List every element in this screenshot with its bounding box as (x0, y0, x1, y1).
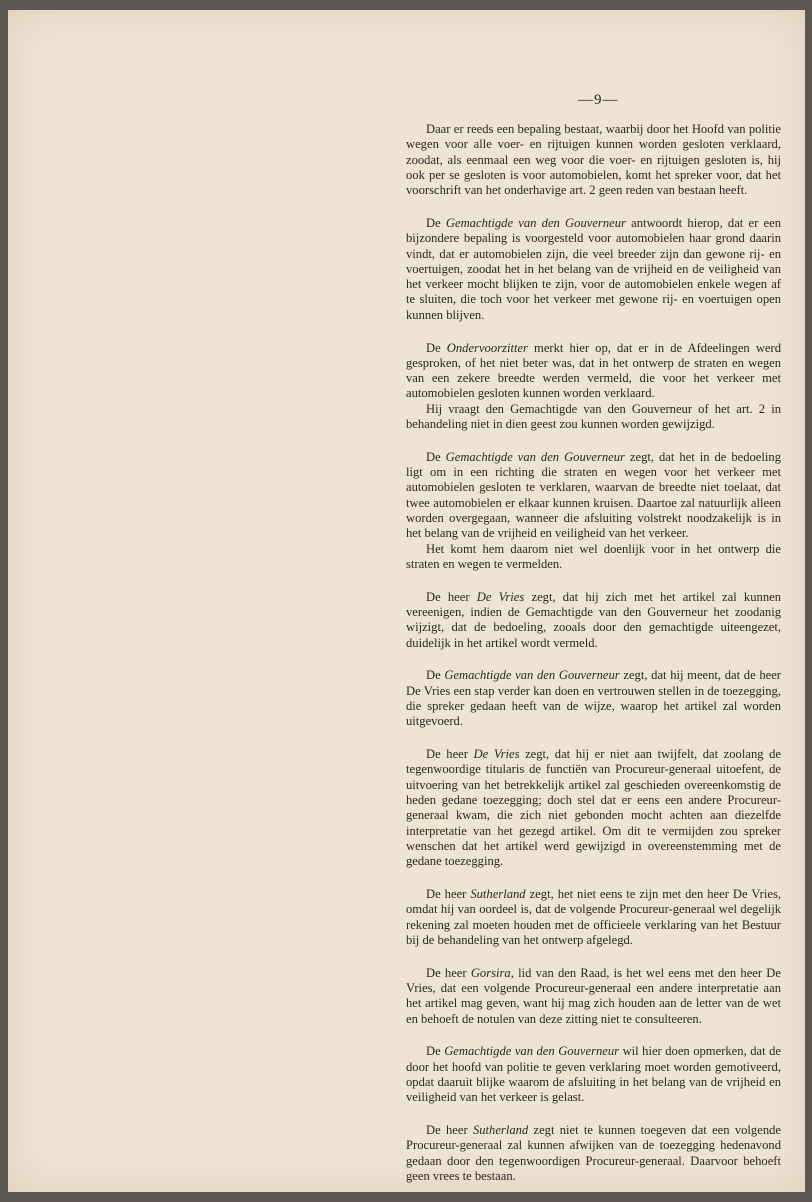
paragraph-3: De Ondervoorzitter merkt hier op, dat er in de Afdeelingen werd gesproken, of het niet beter was, dat in het ontwerp de straten en wegen van een zekere breedte werden vermeld, die voor het verkeer met automobielen gesloten kunnen worden verklaard. (406, 340, 781, 401)
paragraph-2: De Gemachtigde van den Gouverneur antwoordt hierop, dat er een bijzondere bepaling is voorgesteld voor automobielen haar grond daarin vindt, dat er automobielen zijn, die veel breeder zijn dan gewone rij- en voertuigen, zoodat het in het belang van de vrijheid en de veiligheid van het verkeer mocht blijken te zijn, voor de automobielen enkele wegen af te sluiten, die toch voor het verkeer met gewone rij- en voertuigen open kunnen blijven. (406, 215, 781, 322)
minutes-text-column (406, 122, 781, 1202)
speaker-name: De Vries (473, 747, 520, 762)
paragraph-7: De heer De Vries zegt, dat hij zich met het artikel zal kunnen vereenigen, indien de Gemachtigde van den Gouverneur het zoodanig wijzigt, dat de bedoeling, zooals door den gemachtigde uiteengezet, duidelijk in het artikel wordt vermeld. (406, 589, 781, 650)
speaker-name: Gemachtigde van den Gouverneur (445, 215, 626, 230)
paragraph-1: Daar er reeds een bepaling bestaat, waarbij door het Hoofd van politie wegen voor alle voer- en rijtuigen kunnen worden gesloten verklaard, zoodat, als eenmaal een weg voor die voer- en rijtuigen gesloten is, hij ook per se gesloten is voor automobielen, komt het spreker voor, dat het voorschrift van het onderhavige art. 2 geen reden van bestaan heeft. (406, 122, 781, 198)
paragraph-5: De Gemachtigde van den Gouverneur zegt, dat het in de bedoeling ligt om in een richting die straten en wegen voor het verkeer met automobielen gesloten te verklaren, waarvan de breedte niet toelaat, dat twee automobielen er elkaar kunnen kruisen. Daartoe zal natuurlijk alleen worden overgegaan, wanneer die afsluiting volstrekt noodzakelijk is in het belang van de vrijheid en veiligheid van het verkeer. (406, 449, 781, 541)
speaker-name: De Vries (476, 589, 525, 604)
document-page (8, 10, 805, 1192)
speaker-name: Gemachtigde van den Gouverneur (444, 1044, 620, 1059)
paragraph-8: De Gemachtigde van den Gouverneur zegt, dat hij meent, dat de heer De Vries een stap verder kan doen en vertrouwen stellen in de toezegging, die spreker gedaan heeft van de wijze, waarop het artikel zal worden uitgevoerd. (406, 668, 782, 729)
paragraph-13: De heer Sutherland zegt niet te kunnen toegeven dat een volgende Procureur-generaal zal kunnen afwijken van de toezegging hedenavond gedaan door den tegenwoordigen Procureur-generaal. Daarvoor behoeft geen vrees te bestaan. (406, 1123, 781, 1183)
paragraph-4: Hij vraagt den Gemachtigde van den Gouverneur of het art. 2 in behandeling niet in dien geest zou kunnen worden gewijzigd. (406, 401, 781, 432)
paragraph-6: Het komt hem daarom niet wel doenlijk voor in het ontwerp die straten en wegen te vermelden. (406, 541, 781, 571)
speaker-name: Ondervoorzitter (446, 340, 528, 355)
paragraph-12: De Gemachtigde van den Gouverneur wil hier doen opmerken, dat de door het hoofd van politie te geven verklaring moet worden gemotiveerd, opdat daaruit blijke waarom de afsluiting in het belang van de vrijheid en veiligheid van het verkeer is gelast. (406, 1044, 781, 1105)
speaker-name: Gorsira, (470, 965, 514, 980)
speaker-name: Sutherland (472, 1123, 529, 1138)
paragraph-11: De heer Gorsira, lid van den Raad, is het wel eens met den heer De Vries, dat een volgende Procureur-generaal een andere interpretatie aan het artikel mag geven, want hij mag zich houden aan de letter van de wet en behoeft de notulen van deze zitting niet te consulteeren. (406, 965, 781, 1026)
speaker-name: Gemachtigde van den Gouverneur (444, 668, 620, 683)
speaker-name: Gemachtigde van den Gouverneur (445, 449, 625, 464)
paragraph-9: De heer De Vries zegt, dat hij er niet aan twijfelt, dat zoolang de tegenwoordige titularis de functiën van Procureur-generaal uitoefent, de uitvoering van het betrekkelijk artikel zal geschieden overeenkomstig de heden gedane toezegging; doch stel dat er eens een andere Procureur-generaal kwam, die zich niet gebonden mocht achten aan diezelfde interpretatie van het gezegd artikel. Om dit te vermijden zou spreker wenschen dat het artikel werd gewijzigd in overeenstemming met de gedane toezegging. (406, 747, 782, 869)
page-number: —9— (578, 92, 619, 108)
speaker-name: Sutherland (470, 886, 526, 901)
paragraph-10: De heer Sutherland zegt, het niet eens te zijn met den heer De Vries, omdat hij van oordeel is, dat de volgende Procureur-generaal wel degelijk rekening zal moeten houden met de officieele verklaring van het Bestuur bij de behandeling van het ontwerp afgelegd. (406, 886, 782, 947)
